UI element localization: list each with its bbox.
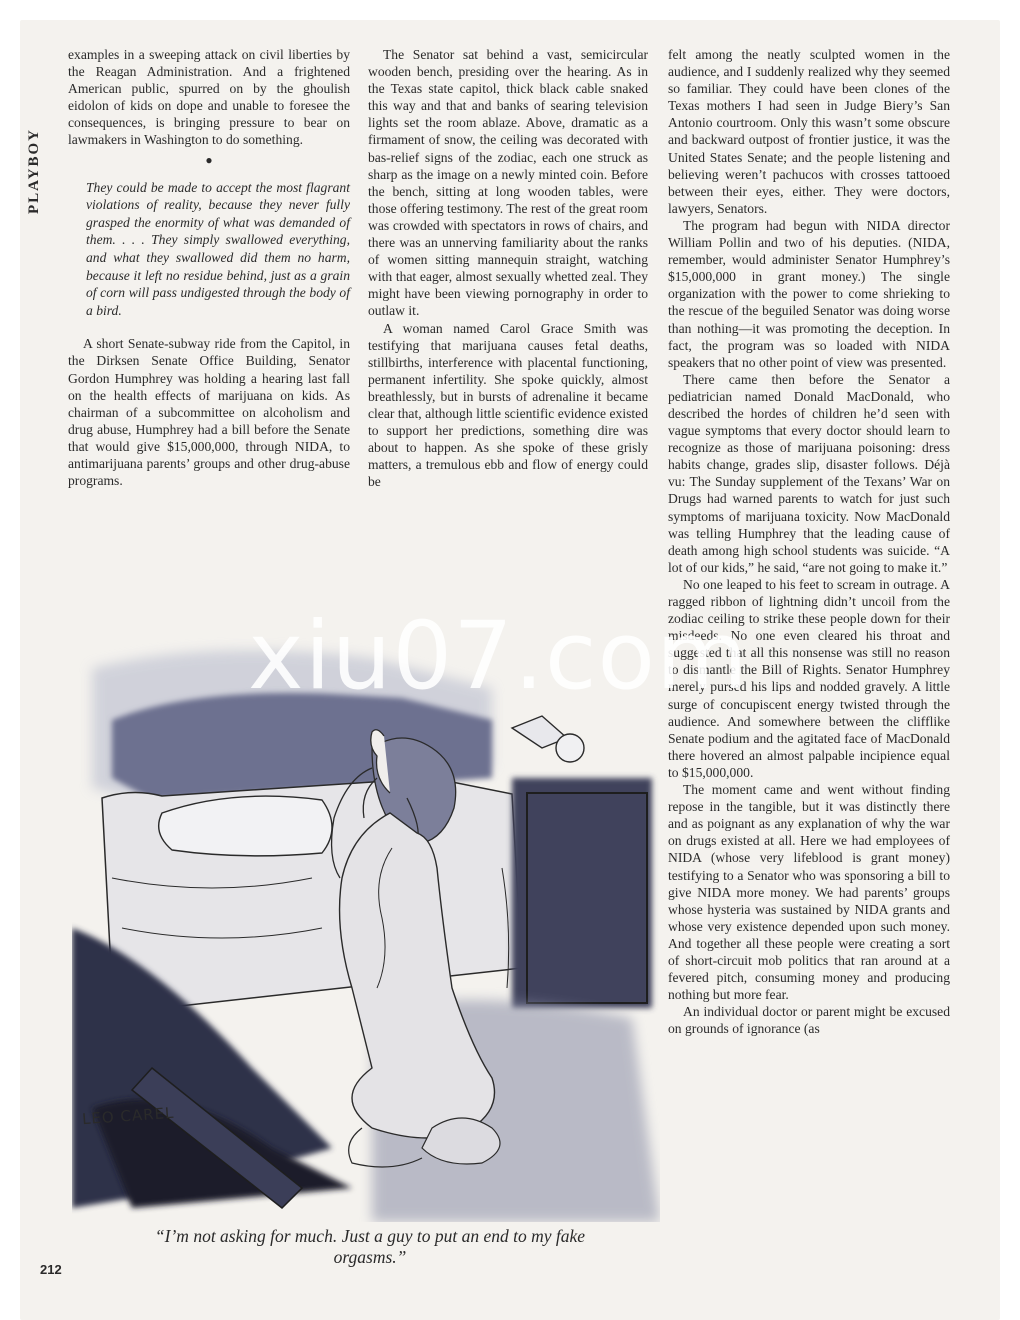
- paragraph: felt among the neatly sculpted women in the audience, and I suddenly realized why they seemed so familiar. They could have been clones of the Texas mothers I had seen in Judge Biery’s San Antonio courtroom. Only this wasn’t some obscure and backward outpost of frontier justice, it was the United States Senate; and the people listening and believing weren’t pachucos with crosses tattooed between their eyes, either. They were doctors, lawyers, Senators.: [668, 47, 950, 216]
- cartoon-illustration: [72, 628, 660, 1222]
- paragraph: There came then before the Senator a pediatrician named Donald MacDonald, who described the hordes of children he’d seen with vague symptoms that every doctor should learn to recognize as those of marijuana poisoning: dress habits change, grades slip, disaster follows. Déjà vu: The Sunday supplement of the Texans’ War on Drugs had warned parents to watch for just such symptoms of marijuana toxicity. Now MacDonald was telling Humphrey that the leading cause of death among high school students was suicide. “A lot of our kids,” he said, “are not going to make it.”: [668, 371, 950, 575]
- signature-text: LEO CAREL: [81, 1103, 175, 1129]
- paragraph: The Senator sat behind a vast, semicircular wooden bench, presiding over the hearing. As in the Texas state capitol, thick black cable snaked this way and that and banks of searing television lights set the room ablaze. Above, dramatic as a firmament of snow, the ceiling was decorated with bas-relief signs of the zodiac, each one struck as sharp as the image on a newly minted coin. Before the bench, sitting at long wooden tables, were those offering testimony. The rest of the great room was crowded with spectators in rows of chairs, and there was an unnerving familiarity about the ranks of women sitting mannequin straight, watching with that eager, almost sexually whetted zeal. They might have been viewing pornography in order to outlaw it.: [368, 47, 648, 319]
- page-number: 212: [40, 1262, 62, 1277]
- section-separator: ●: [205, 152, 213, 167]
- paragraph: The moment came and went without finding repose in the tangible, but it was distinctly there and as poignant as any explanation of why the war on drugs existed at all. Here we had employees of NIDA (whose very lifeblood is grant money) testifying to a Senator who was sponsoring a bill to give NIDA more money. We had parents’ groups whose hysteria was sustained by NIDA grants and whose very existence depended upon such money. And together all these people were creating a sort of short-circuit mob politics that ran around at a fevered pitch, consuming money and producing nothing but more fear.: [668, 782, 950, 1003]
- magazine-page: [20, 20, 1000, 1320]
- text-column-2: [368, 46, 648, 490]
- text-column-3: [668, 46, 950, 1037]
- paragraph: The program had begun with NIDA director William Pollin and two of his deputies. (NIDA, remember, would administer Senator Humphrey’s $15,000,000 in grant money.) The single organization with the power to come shrieking to the rescue of the beguiled Senator was doing worse than nothing—it was promoting the deception. In fact, the program was so loaded with NIDA speakers that no other point of view was presented.: [668, 217, 950, 370]
- paragraph: An individual doctor or parent might be excused on grounds of ignorance (as: [668, 1004, 950, 1037]
- text-column-1: [68, 46, 350, 489]
- cartoon-caption: “I’m not asking for much. Just a guy to put an end to my fake orgasms.”: [154, 1226, 586, 1267]
- running-head: PLAYBOY: [26, 128, 42, 214]
- paragraph: examples in a sweeping attack on civil liberties by the Reagan Administration. And a frightened American public, spurred on by the ghoulish eidolon of kids on dope and unable to foresee the consequences, is bringing pressure to bear on lawmakers in Washington to do something.: [68, 47, 350, 148]
- block-quote: [86, 179, 350, 320]
- paragraph: A short Senate-subway ride from the Capitol, in the Dirksen Senate Office Building, Senator Gordon Humphrey was holding a hearing last fall on the health effects of marijuana on kids. As chairman of a subcommittee on alcoholism and drug abuse, Humphrey had a bill before the Senate that would give $15,000,000, through NIDA, to antimarijuana parents’ groups and other drug-abuse programs.: [68, 336, 350, 489]
- watermark: xiu07.com: [248, 602, 749, 711]
- paragraph: No one leaped to his feet to scream in outrage. A ragged ribbon of lightning didn’t uncoil from the zodiac ceiling to strike these people down for their misdeeds. No one even cleared his throat and suggested that all this nonsense was still no reason to dismantle the Bill of Rights. Senator Humphrey merely pursed his lips and nodded gravely. A little surge of concupiscent energy twisted through the audience. And somewhere between the clifflike Senate podium and the agitated face of MacDonald there hovered an almost palpable incipience equal to $15,000,000.: [668, 576, 950, 780]
- paragraph: A woman named Carol Grace Smith was testifying that marijuana causes fetal deaths, stillbirths, interference with placental functioning, permanent infertility. She spoke quickly, almost breathlessly, but in bursts of adrenaline it became clear that, although little scientific evidence existed to support her predictions, something dire was about to happen. As she spoke of these grisly matters, a tremulous ebb and flow of energy could be: [368, 320, 648, 490]
- quote-text: They could be made to accept the most flagrant violations of reality, because they never fully grasped the enormity of what was demanded of them. . . . They simply swallowed everything, and what they swallowed did them no harm, because it left no residue behind, just as a grain of corn will pass undigested through the body of a bird.: [86, 179, 350, 318]
